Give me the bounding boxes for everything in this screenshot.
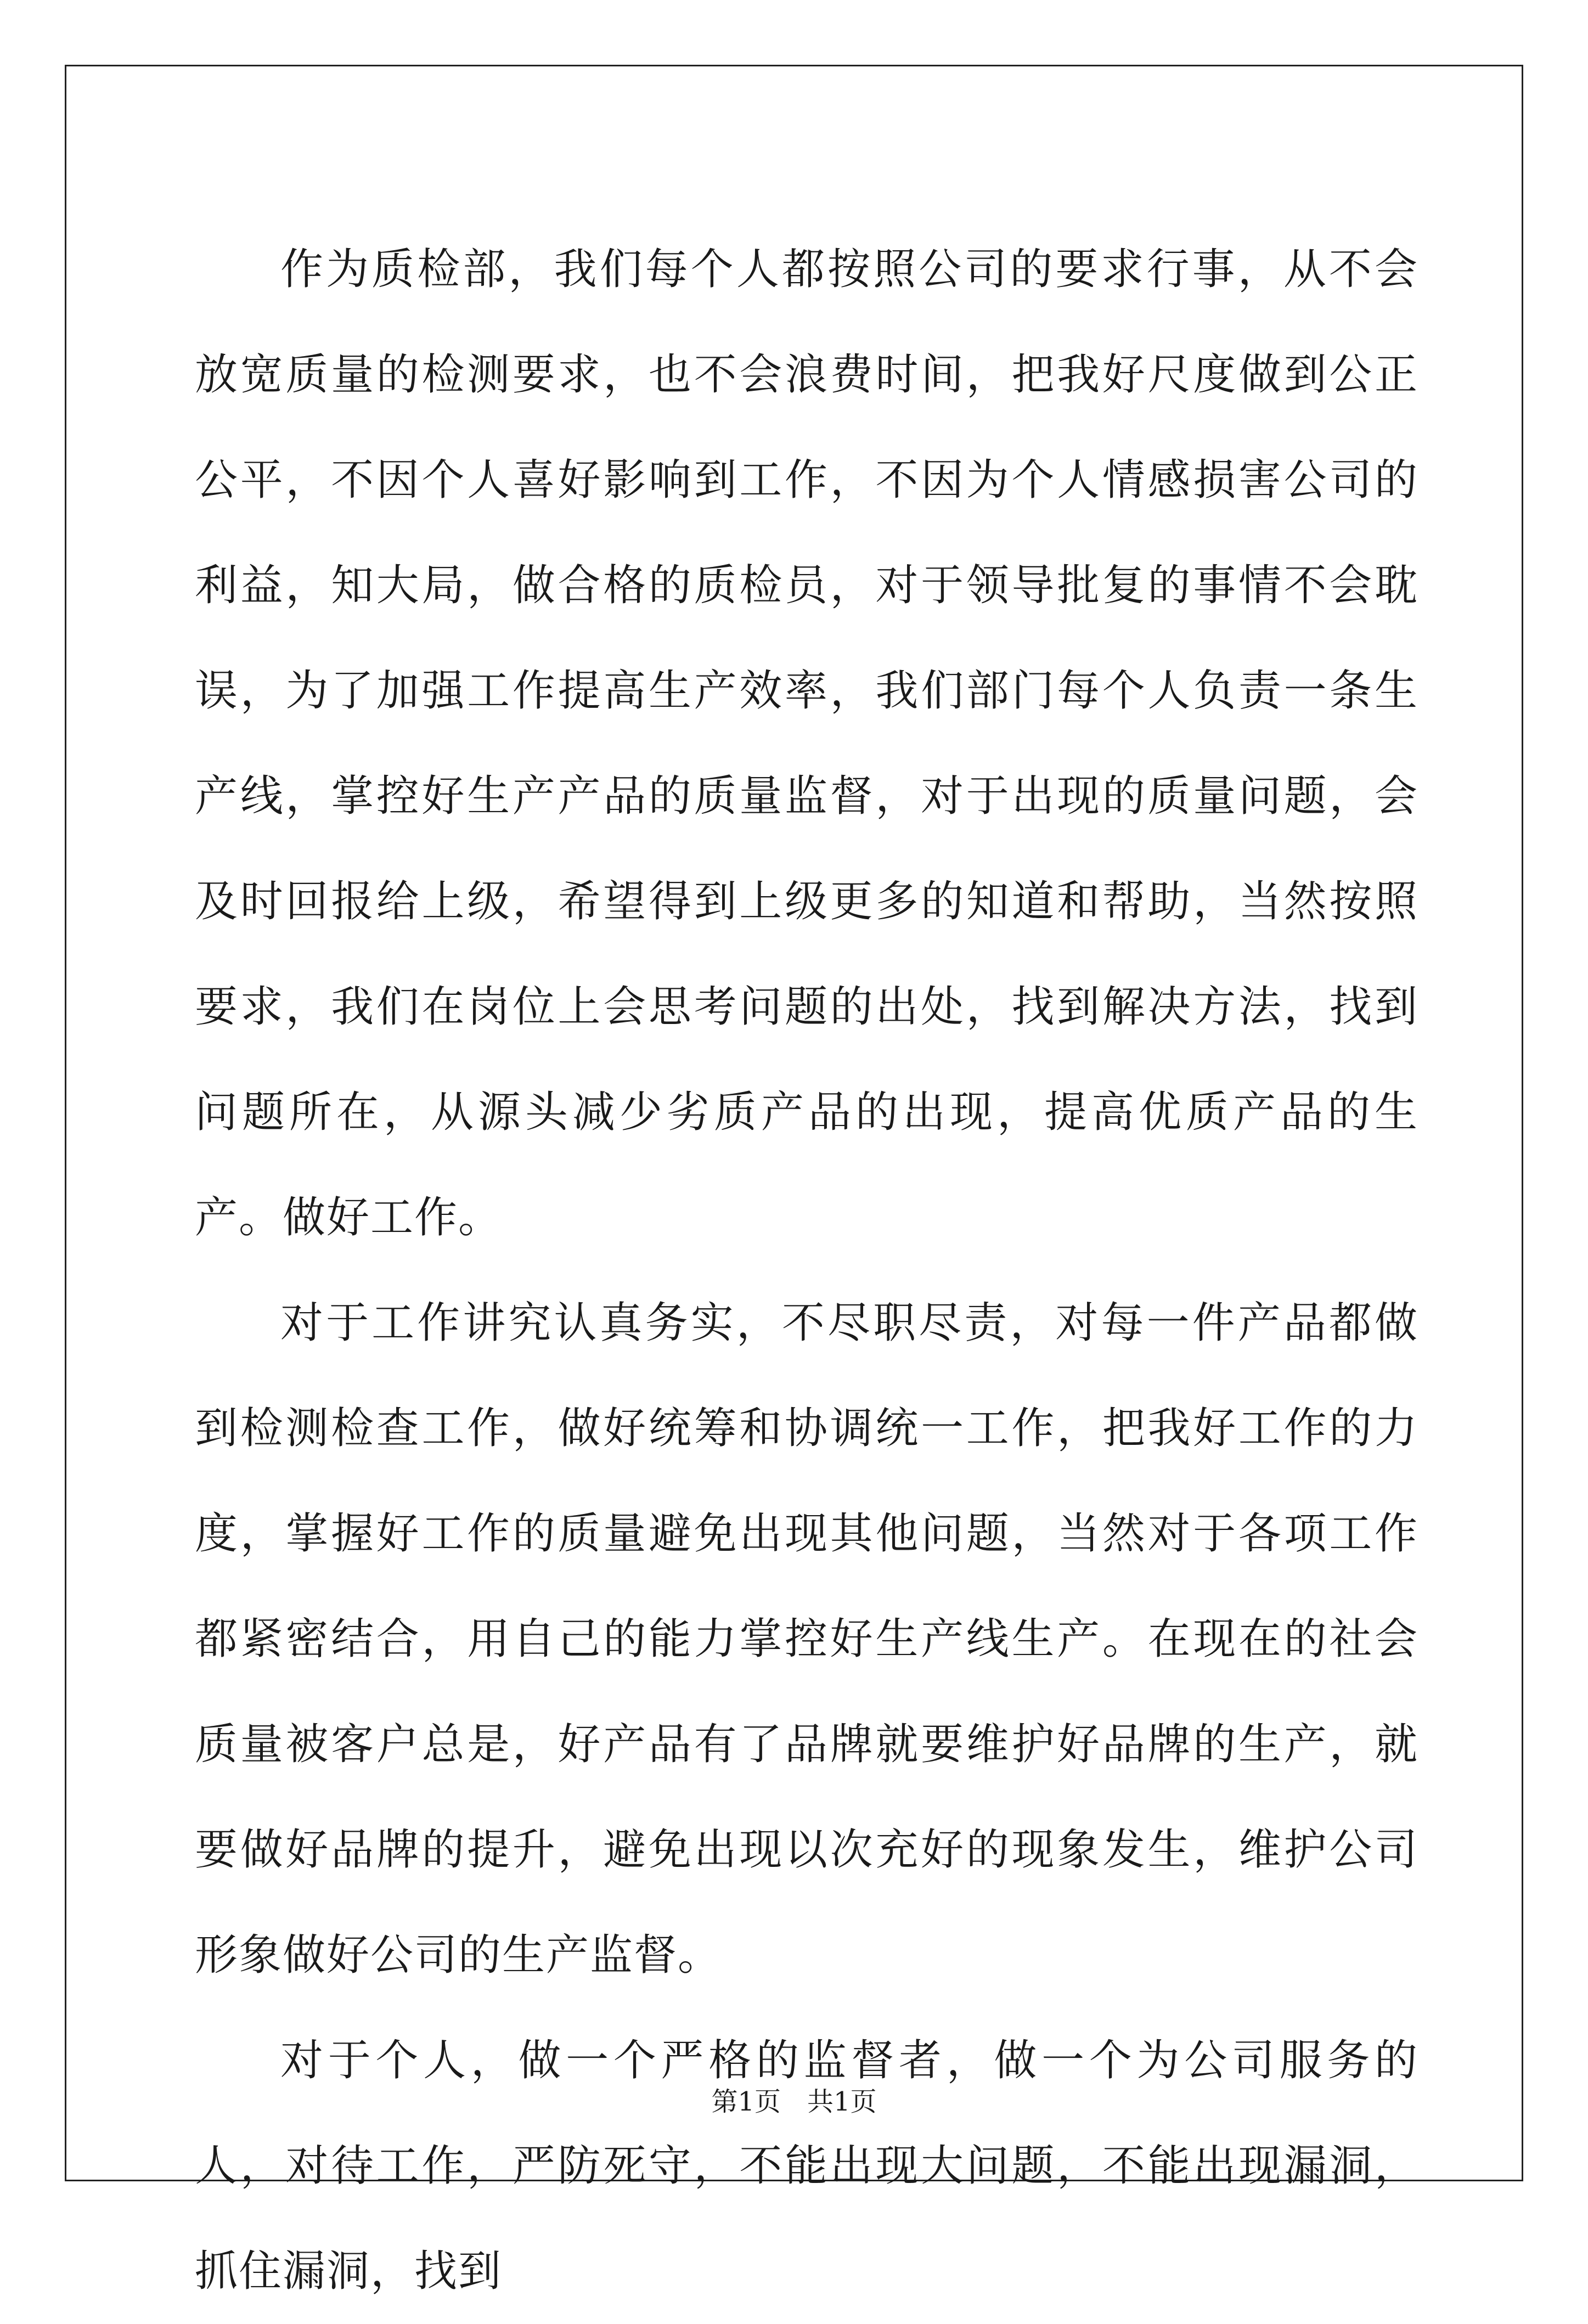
document-body bbox=[195, 217, 1418, 2324]
paragraph-3: 对于个人，做一个严格的监督者，做一个为公司服务的人，对待工作，严防死守，不能出现大问题，不能出现漏洞，抓住漏洞，找到 bbox=[195, 2036, 1418, 2296]
paragraph-2: 对于工作讲究认真务实，不尽职尽责，对每一件产品都做到检测检查工作，做好统筹和协调统一工作，把我好工作的力度，掌握好工作的质量避免出现其他问题，当然对于各项工作都紧密结合，用自己的能力掌控好生产线生产。在现在的社会质量被客户总是，好产品有了品牌就要维护好品牌的生产，就要做好品牌的提升，避免出现以次充好的现象发生，维护公司形象做好公司的生产监督。 bbox=[195, 1298, 1418, 1980]
paragraph-1: 作为质检部，我们每个人都按照公司的要求行事，从不会放宽质量的检测要求，也不会浪费时间，把我好尺度做到公正公平，不因个人喜好影响到工作，不因为个人情感损害公司的利益，知大局，做合格的质检员，对于领导批复的事情不会耽误，为了加强工作提高生产效率，我们部门每个人负责一条生产线，掌控好生产产品的质量监督，对于出现的质量问题，会及时回报给上级，希望得到上级更多的知道和帮助，当然按照要求，我们在岗位上会思考问题的出处，找到解决方法，找到问题所在，从源头减少劣质产品的出现，提高优质产品的生产。做好工作。 bbox=[195, 245, 1418, 1242]
page-footer: 第1页 共1页 bbox=[711, 2086, 877, 2117]
